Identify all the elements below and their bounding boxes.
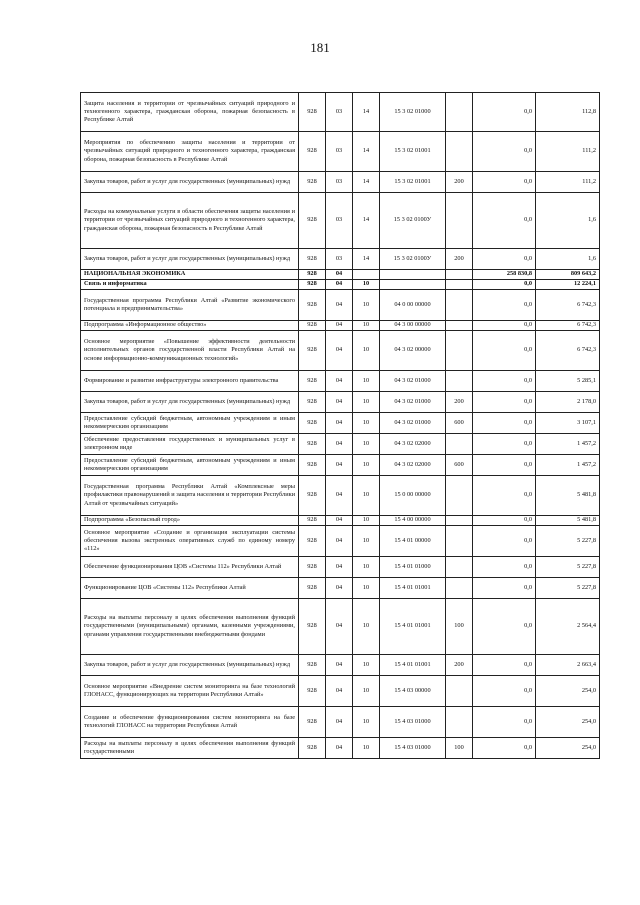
section-code-cell: 03 bbox=[326, 132, 353, 172]
section-code-cell: 04 bbox=[326, 676, 353, 707]
expense-name-cell: Предоставление субсидий бюджетным, автономным учреждениям и иным некоммерческим организациям bbox=[81, 413, 299, 434]
expense-type-code-cell: 600 bbox=[446, 455, 473, 476]
section-code-cell: 03 bbox=[326, 193, 353, 249]
amount-1-cell: 0,0 bbox=[473, 455, 536, 476]
table-row bbox=[81, 434, 600, 455]
section-code-cell: 04 bbox=[326, 578, 353, 599]
section-code-cell: 04 bbox=[326, 526, 353, 557]
table-row bbox=[81, 270, 600, 280]
section-code-cell: 03 bbox=[326, 249, 353, 270]
amount-1-cell: 0,0 bbox=[473, 331, 536, 371]
section-code-cell: 04 bbox=[326, 599, 353, 655]
subsection-code-cell: 10 bbox=[353, 476, 380, 516]
target-item-code-cell: 15 4 01 01001 bbox=[380, 578, 446, 599]
expense-name-cell: Расходы на выплаты персоналу в целях обеспечения выполнения функций государственными bbox=[81, 738, 299, 759]
grbs-code-cell: 928 bbox=[299, 392, 326, 413]
table-row bbox=[81, 599, 600, 655]
amount-2-cell: 111,2 bbox=[536, 172, 600, 193]
table-row bbox=[81, 371, 600, 392]
expense-name-cell: Государственная программа Республики Алтай «Комплексные меры профилактики правонарушений и защита населения и территории Республики Алтай от чрезвычайных ситуаций» bbox=[81, 476, 299, 516]
target-item-code-cell: 15 0 00 00000 bbox=[380, 476, 446, 516]
expense-type-code-cell: 200 bbox=[446, 655, 473, 676]
table-row bbox=[81, 392, 600, 413]
amount-1-cell: 258 830,8 bbox=[473, 270, 536, 280]
grbs-code-cell: 928 bbox=[299, 578, 326, 599]
grbs-code-cell: 928 bbox=[299, 270, 326, 280]
amount-2-cell: 12 224,1 bbox=[536, 280, 600, 290]
grbs-code-cell: 928 bbox=[299, 93, 326, 132]
amount-2-cell: 809 643,2 bbox=[536, 270, 600, 280]
section-code-cell: 04 bbox=[326, 331, 353, 371]
target-item-code-cell: 15 4 01 01001 bbox=[380, 655, 446, 676]
amount-1-cell: 0,0 bbox=[473, 132, 536, 172]
subsection-code-cell: 10 bbox=[353, 455, 380, 476]
target-item-code-cell: 04 3 02 02000 bbox=[380, 455, 446, 476]
subsection-code-cell: 10 bbox=[353, 526, 380, 557]
amount-1-cell: 0,0 bbox=[473, 413, 536, 434]
expense-name-cell: Закупка товаров, работ и услуг для государственных (муниципальных) нужд bbox=[81, 392, 299, 413]
target-item-code-cell: 04 3 02 02000 bbox=[380, 434, 446, 455]
expense-type-code-cell: 600 bbox=[446, 413, 473, 434]
amount-2-cell: 6 742,3 bbox=[536, 331, 600, 371]
amount-2-cell: 1 457,2 bbox=[536, 455, 600, 476]
target-item-code-cell: 15 4 01 01000 bbox=[380, 557, 446, 578]
expense-name-cell: Закупка товаров, работ и услуг для государственных (муниципальных) нужд bbox=[81, 249, 299, 270]
expense-name-cell: Защита населения и территории от чрезвычайных ситуаций природного и техногенного характера, гражданская оборона, пожарная безопасность в Республике Алтай bbox=[81, 93, 299, 132]
table-row bbox=[81, 676, 600, 707]
expense-type-code-cell bbox=[446, 270, 473, 280]
amount-1-cell: 0,0 bbox=[473, 707, 536, 738]
expense-type-code-cell: 200 bbox=[446, 249, 473, 270]
table-row bbox=[81, 526, 600, 557]
grbs-code-cell: 928 bbox=[299, 676, 326, 707]
section-code-cell: 04 bbox=[326, 476, 353, 516]
amount-1-cell: 0,0 bbox=[473, 738, 536, 759]
section-code-cell: 04 bbox=[326, 557, 353, 578]
expense-type-code-cell bbox=[446, 290, 473, 321]
table-row bbox=[81, 280, 600, 290]
target-item-code-cell: 04 3 02 00000 bbox=[380, 331, 446, 371]
grbs-code-cell: 928 bbox=[299, 516, 326, 526]
expense-type-code-cell: 200 bbox=[446, 172, 473, 193]
section-code-cell: 04 bbox=[326, 290, 353, 321]
expense-name-cell: Связь и информатика bbox=[81, 280, 299, 290]
grbs-code-cell: 928 bbox=[299, 331, 326, 371]
subsection-code-cell: 14 bbox=[353, 132, 380, 172]
target-item-code-cell: 15 3 02 01000 bbox=[380, 93, 446, 132]
section-code-cell: 04 bbox=[326, 455, 353, 476]
amount-2-cell: 254,0 bbox=[536, 707, 600, 738]
target-item-code-cell: 15 3 02 0100У bbox=[380, 249, 446, 270]
amount-1-cell: 0,0 bbox=[473, 526, 536, 557]
subsection-code-cell: 10 bbox=[353, 738, 380, 759]
section-code-cell: 04 bbox=[326, 707, 353, 738]
expense-type-code-cell bbox=[446, 557, 473, 578]
amount-2-cell: 5 227,8 bbox=[536, 578, 600, 599]
table-row bbox=[81, 331, 600, 371]
expense-name-cell: Подпрограмма «Информационное общество» bbox=[81, 321, 299, 331]
amount-2-cell: 111,2 bbox=[536, 132, 600, 172]
target-item-code-cell: 15 3 02 0100У bbox=[380, 193, 446, 249]
amount-2-cell: 5 481,8 bbox=[536, 476, 600, 516]
subsection-code-cell: 10 bbox=[353, 321, 380, 331]
section-code-cell: 04 bbox=[326, 516, 353, 526]
expense-type-code-cell bbox=[446, 321, 473, 331]
amount-1-cell: 0,0 bbox=[473, 655, 536, 676]
subsection-code-cell: 10 bbox=[353, 655, 380, 676]
amount-1-cell: 0,0 bbox=[473, 172, 536, 193]
target-item-code-cell bbox=[380, 270, 446, 280]
expense-name-cell: Основное мероприятие «Внедрение систем мониторинга на базе технологий ГЛОНАСС, функционирующих на территории Республики Алтай» bbox=[81, 676, 299, 707]
amount-2-cell: 1,6 bbox=[536, 249, 600, 270]
expense-type-code-cell bbox=[446, 193, 473, 249]
amount-1-cell: 0,0 bbox=[473, 93, 536, 132]
subsection-code-cell: 10 bbox=[353, 578, 380, 599]
expense-type-code-cell: 100 bbox=[446, 599, 473, 655]
expense-name-cell: Подпрограмма «Безопасный город» bbox=[81, 516, 299, 526]
amount-2-cell: 6 742,3 bbox=[536, 321, 600, 331]
table-row bbox=[81, 93, 600, 132]
amount-1-cell: 0,0 bbox=[473, 249, 536, 270]
grbs-code-cell: 928 bbox=[299, 655, 326, 676]
table-row bbox=[81, 655, 600, 676]
section-code-cell: 03 bbox=[326, 172, 353, 193]
subsection-code-cell: 10 bbox=[353, 434, 380, 455]
table-row bbox=[81, 455, 600, 476]
grbs-code-cell: 928 bbox=[299, 476, 326, 516]
target-item-code-cell bbox=[380, 280, 446, 290]
amount-2-cell: 254,0 bbox=[536, 676, 600, 707]
expense-name-cell: Создание и обеспечение функционирования систем мониторинга на базе технологий ГЛОНАСС на территории Республики Алтай bbox=[81, 707, 299, 738]
subsection-code-cell: 10 bbox=[353, 413, 380, 434]
amount-1-cell: 0,0 bbox=[473, 434, 536, 455]
table-row bbox=[81, 193, 600, 249]
grbs-code-cell: 928 bbox=[299, 249, 326, 270]
section-code-cell: 04 bbox=[326, 392, 353, 413]
subsection-code-cell: 10 bbox=[353, 331, 380, 371]
expense-type-code-cell: 100 bbox=[446, 738, 473, 759]
subsection-code-cell: 10 bbox=[353, 280, 380, 290]
section-code-cell: 04 bbox=[326, 655, 353, 676]
grbs-code-cell: 928 bbox=[299, 557, 326, 578]
expense-type-code-cell bbox=[446, 676, 473, 707]
section-code-cell: 04 bbox=[326, 321, 353, 331]
expense-name-cell: Обеспечение предоставления государственных и муниципальных услуг в электронном виде bbox=[81, 434, 299, 455]
grbs-code-cell: 928 bbox=[299, 132, 326, 172]
subsection-code-cell: 10 bbox=[353, 599, 380, 655]
table-row bbox=[81, 321, 600, 331]
expense-type-code-cell bbox=[446, 434, 473, 455]
expense-name-cell: Закупка товаров, работ и услуг для государственных (муниципальных) нужд bbox=[81, 172, 299, 193]
section-code-cell: 04 bbox=[326, 270, 353, 280]
grbs-code-cell: 928 bbox=[299, 526, 326, 557]
amount-2-cell: 2 178,0 bbox=[536, 392, 600, 413]
expense-type-code-cell bbox=[446, 578, 473, 599]
subsection-code-cell bbox=[353, 270, 380, 280]
section-code-cell: 04 bbox=[326, 738, 353, 759]
amount-1-cell: 0,0 bbox=[473, 371, 536, 392]
table-body bbox=[81, 93, 600, 759]
amount-1-cell: 0,0 bbox=[473, 557, 536, 578]
table-row bbox=[81, 172, 600, 193]
grbs-code-cell: 928 bbox=[299, 707, 326, 738]
section-code-cell: 04 bbox=[326, 280, 353, 290]
expense-name-cell: Расходы на выплаты персоналу в целях обеспечения выполнения функций государственными (муниципальными) органами, казенными учреждениями, органами управления государственными внебюджетными фондами bbox=[81, 599, 299, 655]
expense-type-code-cell bbox=[446, 476, 473, 516]
target-item-code-cell: 15 4 01 01001 bbox=[380, 599, 446, 655]
amount-2-cell: 2 564,4 bbox=[536, 599, 600, 655]
amount-1-cell: 0,0 bbox=[473, 193, 536, 249]
budget-table bbox=[80, 92, 600, 759]
expense-type-code-cell bbox=[446, 280, 473, 290]
expense-name-cell: Функционирование ЦОВ «Системы 112» Республики Алтай bbox=[81, 578, 299, 599]
table-row bbox=[81, 413, 600, 434]
amount-2-cell: 5 481,8 bbox=[536, 516, 600, 526]
target-item-code-cell: 15 4 03 01000 bbox=[380, 738, 446, 759]
target-item-code-cell: 15 4 03 01000 bbox=[380, 707, 446, 738]
grbs-code-cell: 928 bbox=[299, 455, 326, 476]
grbs-code-cell: 928 bbox=[299, 738, 326, 759]
target-item-code-cell: 15 3 02 01001 bbox=[380, 172, 446, 193]
expense-type-code-cell bbox=[446, 132, 473, 172]
amount-1-cell: 0,0 bbox=[473, 290, 536, 321]
target-item-code-cell: 15 4 01 00000 bbox=[380, 526, 446, 557]
expense-name-cell: Расходы на коммунальные услуги в области обеспечения защиты населения и территории от чрезвычайных ситуаций природного и техногенного характера, гражданская оборона, пожарная безопасность в Республике Алтай bbox=[81, 193, 299, 249]
expense-type-code-cell bbox=[446, 526, 473, 557]
expense-name-cell: НАЦИОНАЛЬНАЯ ЭКОНОМИКА bbox=[81, 270, 299, 280]
expense-name-cell: Закупка товаров, работ и услуг для государственных (муниципальных) нужд bbox=[81, 655, 299, 676]
amount-2-cell: 1 457,2 bbox=[536, 434, 600, 455]
amount-1-cell: 0,0 bbox=[473, 280, 536, 290]
target-item-code-cell: 04 3 02 01000 bbox=[380, 392, 446, 413]
amount-2-cell: 6 742,3 bbox=[536, 290, 600, 321]
amount-2-cell: 112,8 bbox=[536, 93, 600, 132]
target-item-code-cell: 04 0 00 00000 bbox=[380, 290, 446, 321]
table-row bbox=[81, 476, 600, 516]
table-row bbox=[81, 516, 600, 526]
subsection-code-cell: 10 bbox=[353, 557, 380, 578]
section-code-cell: 03 bbox=[326, 93, 353, 132]
amount-2-cell: 5 227,8 bbox=[536, 526, 600, 557]
expense-name-cell: Предоставление субсидий бюджетным, автономным учреждениям и иным некоммерческим организациям bbox=[81, 455, 299, 476]
grbs-code-cell: 928 bbox=[299, 193, 326, 249]
table-row bbox=[81, 557, 600, 578]
table-row bbox=[81, 132, 600, 172]
amount-1-cell: 0,0 bbox=[473, 392, 536, 413]
expense-name-cell: Мероприятия по обеспечению защиты населения и территории от чрезвычайных ситуаций природного и техногенного характера, гражданская оборона, пожарная безопасность в Республике Алтай bbox=[81, 132, 299, 172]
amount-1-cell: 0,0 bbox=[473, 599, 536, 655]
grbs-code-cell: 928 bbox=[299, 371, 326, 392]
subsection-code-cell: 10 bbox=[353, 676, 380, 707]
target-item-code-cell: 15 4 00 00000 bbox=[380, 516, 446, 526]
amount-1-cell: 0,0 bbox=[473, 476, 536, 516]
amount-1-cell: 0,0 bbox=[473, 516, 536, 526]
subsection-code-cell: 14 bbox=[353, 93, 380, 132]
amount-2-cell: 2 663,4 bbox=[536, 655, 600, 676]
section-code-cell: 04 bbox=[326, 371, 353, 392]
amount-1-cell: 0,0 bbox=[473, 676, 536, 707]
section-code-cell: 04 bbox=[326, 434, 353, 455]
table-row bbox=[81, 738, 600, 759]
subsection-code-cell: 14 bbox=[353, 249, 380, 270]
grbs-code-cell: 928 bbox=[299, 290, 326, 321]
target-item-code-cell: 15 4 03 00000 bbox=[380, 676, 446, 707]
target-item-code-cell: 04 3 02 01000 bbox=[380, 371, 446, 392]
expense-type-code-cell bbox=[446, 93, 473, 132]
expense-type-code-cell bbox=[446, 707, 473, 738]
grbs-code-cell: 928 bbox=[299, 280, 326, 290]
subsection-code-cell: 10 bbox=[353, 707, 380, 738]
table-row bbox=[81, 707, 600, 738]
amount-2-cell: 254,0 bbox=[536, 738, 600, 759]
table-row bbox=[81, 578, 600, 599]
target-item-code-cell: 04 3 02 01000 bbox=[380, 413, 446, 434]
expense-name-cell: Государственная программа Республики Алтай «Развитие экономического потенциала и предпринимательства» bbox=[81, 290, 299, 321]
grbs-code-cell: 928 bbox=[299, 321, 326, 331]
table-row bbox=[81, 290, 600, 321]
table-row bbox=[81, 249, 600, 270]
target-item-code-cell: 04 3 00 00000 bbox=[380, 321, 446, 331]
section-code-cell: 04 bbox=[326, 413, 353, 434]
subsection-code-cell: 14 bbox=[353, 172, 380, 193]
expense-name-cell: Формирование и развитие инфраструктуры электронного правительства bbox=[81, 371, 299, 392]
expense-name-cell: Основное мероприятие «Создание и организация эксплуатации системы обеспечения вызова экстренных оперативных служб по единому номеру «112» bbox=[81, 526, 299, 557]
subsection-code-cell: 10 bbox=[353, 392, 380, 413]
amount-2-cell: 1,6 bbox=[536, 193, 600, 249]
amount-2-cell: 3 107,1 bbox=[536, 413, 600, 434]
expense-type-code-cell: 200 bbox=[446, 392, 473, 413]
subsection-code-cell: 14 bbox=[353, 193, 380, 249]
subsection-code-cell: 10 bbox=[353, 290, 380, 321]
subsection-code-cell: 10 bbox=[353, 371, 380, 392]
expense-type-code-cell bbox=[446, 331, 473, 371]
amount-1-cell: 0,0 bbox=[473, 321, 536, 331]
subsection-code-cell: 10 bbox=[353, 516, 380, 526]
grbs-code-cell: 928 bbox=[299, 434, 326, 455]
amount-2-cell: 5 285,1 bbox=[536, 371, 600, 392]
target-item-code-cell: 15 3 02 01001 bbox=[380, 132, 446, 172]
grbs-code-cell: 928 bbox=[299, 599, 326, 655]
amount-2-cell: 5 227,8 bbox=[536, 557, 600, 578]
expense-name-cell: Обеспечение функционирования ЦОВ «Системы 112» Республики Алтай bbox=[81, 557, 299, 578]
amount-1-cell: 0,0 bbox=[473, 578, 536, 599]
page-number: 181 bbox=[310, 40, 330, 55]
expense-name-cell: Основное мероприятие «Повышение эффективности деятельности исполнительных органов государственной власти Республики Алтай на основе информационно-коммуникационных технологий» bbox=[81, 331, 299, 371]
grbs-code-cell: 928 bbox=[299, 172, 326, 193]
expense-type-code-cell bbox=[446, 371, 473, 392]
expense-type-code-cell bbox=[446, 516, 473, 526]
grbs-code-cell: 928 bbox=[299, 413, 326, 434]
